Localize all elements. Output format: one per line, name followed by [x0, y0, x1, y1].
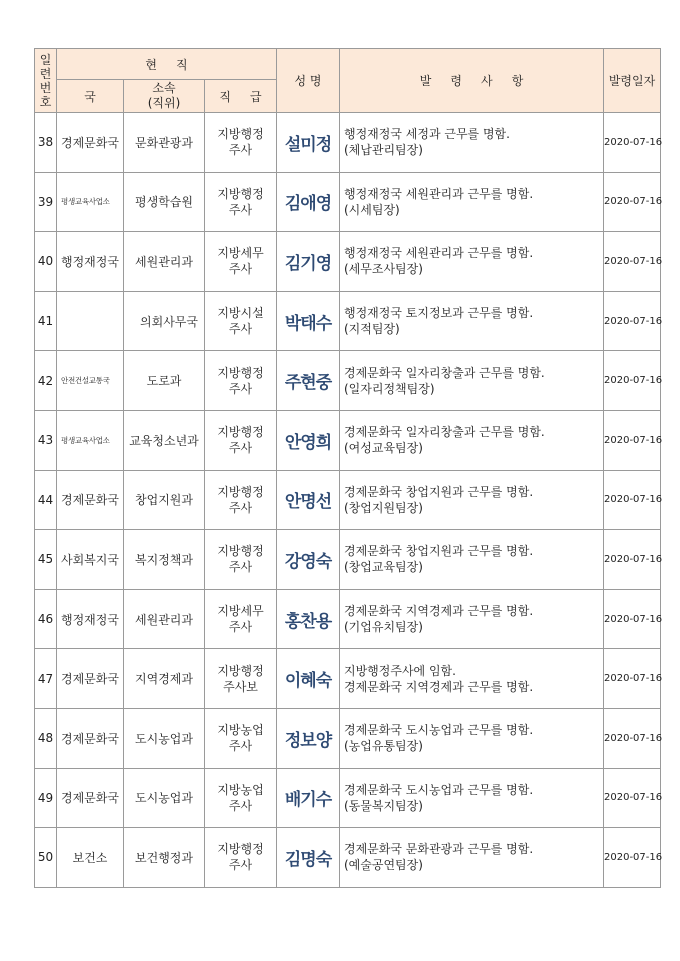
- grade-rank: 주사보: [223, 679, 258, 694]
- grade-series: 지방행정: [217, 365, 264, 380]
- dept-cell: 안전건설교통국: [57, 351, 124, 411]
- order-line-1: 경제문화국 도시농업과 근무를 명함.: [344, 723, 534, 738]
- unit-cell: 세원관리과: [124, 232, 205, 292]
- unit-cell: 창업지원과: [124, 470, 205, 530]
- grade-series: 지방세무: [217, 246, 264, 261]
- order-cell: [340, 351, 604, 411]
- grade-series: 지방시설: [217, 306, 264, 321]
- serial-number-cell: 40: [35, 232, 57, 292]
- order-line-2: (체납관리팀장): [344, 143, 423, 158]
- grade-series: 지방행정: [217, 663, 264, 678]
- grade-cell: [205, 530, 277, 590]
- header-grade: 직 급: [205, 80, 277, 113]
- order-cell: [340, 828, 604, 888]
- order-line-2: (예술공연팀장): [344, 858, 423, 873]
- dept-cell: 경제문화국: [57, 470, 124, 530]
- name-cell: 주현중: [277, 351, 340, 411]
- order-cell: [340, 172, 604, 232]
- header-serial-number: [35, 49, 57, 113]
- serial-number-cell: 38: [35, 113, 57, 173]
- serial-number-cell: 48: [35, 708, 57, 768]
- table-row: [35, 172, 661, 232]
- order-line-1: 경제문화국 일자리창출과 근무를 명함.: [344, 365, 545, 380]
- order-line-1: 행정재정국 토지정보과 근무를 명함.: [344, 306, 534, 321]
- header-current-position: 현 직: [57, 49, 277, 80]
- unit-cell: 의회사무국: [124, 291, 205, 351]
- table-row: [35, 530, 661, 590]
- date-cell: 2020-07-16: [604, 410, 661, 470]
- grade-rank: 주사: [228, 858, 253, 873]
- order-cell: [340, 649, 604, 709]
- dept-cell: 행정재정국: [57, 589, 124, 649]
- grade-cell: [205, 828, 277, 888]
- grade-series: 지방세무: [217, 604, 264, 619]
- name-cell: 강영숙: [277, 530, 340, 590]
- table-row: [35, 291, 661, 351]
- table-row: [35, 232, 661, 292]
- grade-rank: 주사: [228, 739, 253, 754]
- grade-rank: 주사: [228, 500, 253, 515]
- name-cell: 박태수: [277, 291, 340, 351]
- name-cell: 홍찬용: [277, 589, 340, 649]
- grade-series: 지방농업: [217, 782, 264, 797]
- grade-cell: [205, 172, 277, 232]
- table-row: [35, 768, 661, 828]
- grade-series: 지방행정: [217, 425, 264, 440]
- order-line-1: 경제문화국 문화관광과 근무를 명함.: [344, 842, 534, 857]
- grade-rank: 주사: [228, 143, 253, 158]
- header-serial-char-2: 련: [39, 66, 52, 81]
- order-line-1: 경제문화국 일자리창출과 근무를 명함.: [344, 425, 545, 440]
- serial-number-cell: 43: [35, 410, 57, 470]
- header-serial-char-1: 일: [39, 52, 52, 67]
- order-line-1: 경제문화국 도시농업과 근무를 명함.: [344, 782, 534, 797]
- header-date: 발령일자: [604, 49, 661, 113]
- header-serial-char-4: 호: [39, 94, 52, 109]
- grade-cell: [205, 232, 277, 292]
- grade-cell: [205, 649, 277, 709]
- serial-number-cell: 41: [35, 291, 57, 351]
- date-cell: 2020-07-16: [604, 589, 661, 649]
- name-cell: 김기영: [277, 232, 340, 292]
- grade-series: 지방행정: [217, 842, 264, 857]
- grade-cell: [205, 410, 277, 470]
- grade-cell: [205, 768, 277, 828]
- dept-cell: 평생교육사업소: [57, 410, 124, 470]
- serial-number-cell: 47: [35, 649, 57, 709]
- date-cell: 2020-07-16: [604, 291, 661, 351]
- grade-rank: 주사: [228, 441, 253, 456]
- unit-cell: 문화관광과: [124, 113, 205, 173]
- order-line-2: (일자리정책팀장): [344, 381, 435, 396]
- personnel-order-table: [34, 48, 661, 888]
- order-line-1: 지방행정주사에 임함.: [344, 663, 456, 678]
- unit-cell: 복지정책과: [124, 530, 205, 590]
- grade-series: 지방행정: [217, 186, 264, 201]
- order-line-2: (창업교육팀장): [344, 560, 423, 575]
- table-row: [35, 708, 661, 768]
- unit-cell: 평생학습원: [124, 172, 205, 232]
- date-cell: 2020-07-16: [604, 232, 661, 292]
- serial-number-cell: 42: [35, 351, 57, 411]
- grade-cell: [205, 351, 277, 411]
- order-line-2: (기업유치팀장): [344, 620, 423, 635]
- header-order: 발 령 사 항: [340, 49, 604, 113]
- order-cell: [340, 232, 604, 292]
- table-row: [35, 351, 661, 411]
- order-cell: [340, 410, 604, 470]
- dept-cell: 경제문화국: [57, 708, 124, 768]
- table-row: [35, 828, 661, 888]
- name-cell: 정보양: [277, 708, 340, 768]
- grade-cell: [205, 291, 277, 351]
- grade-series: 지방농업: [217, 723, 264, 738]
- dept-cell: 사회복지국: [57, 530, 124, 590]
- unit-cell: 도시농업과: [124, 768, 205, 828]
- table-row: [35, 589, 661, 649]
- dept-cell: 경제문화국: [57, 649, 124, 709]
- order-line-2: (시세팀장): [344, 202, 400, 217]
- grade-series: 지방행정: [217, 544, 264, 559]
- order-line-1: 경제문화국 창업지원과 근무를 명함.: [344, 544, 534, 559]
- table-row: [35, 113, 661, 173]
- unit-cell: 보건행정과: [124, 828, 205, 888]
- order-cell: [340, 708, 604, 768]
- header-dept: 국: [57, 80, 124, 113]
- date-cell: 2020-07-16: [604, 828, 661, 888]
- table-row: [35, 470, 661, 530]
- name-cell: 설미정: [277, 113, 340, 173]
- unit-cell: 도로과: [124, 351, 205, 411]
- order-cell: [340, 113, 604, 173]
- header-unit: 소속 (직위): [124, 80, 205, 113]
- header-serial-char-3: 번: [39, 80, 52, 95]
- date-cell: 2020-07-16: [604, 530, 661, 590]
- order-line-2: (지적팀장): [344, 322, 400, 337]
- grade-rank: 주사: [228, 560, 253, 575]
- order-line-1: 경제문화국 지역경제과 근무를 명함.: [344, 604, 534, 619]
- table-row: [35, 649, 661, 709]
- grade-series: 지방행정: [217, 484, 264, 499]
- unit-cell: 지역경제과: [124, 649, 205, 709]
- dept-cell: 경제문화국: [57, 768, 124, 828]
- order-line-2: (동물복지팀장): [344, 798, 423, 813]
- grade-rank: 주사: [228, 262, 253, 277]
- order-line-2: (창업지원팀장): [344, 500, 423, 515]
- order-line-1: 행정재정국 세정과 근무를 명함.: [344, 127, 510, 142]
- grade-cell: [205, 589, 277, 649]
- grade-rank: 주사: [228, 322, 253, 337]
- grade-rank: 주사: [228, 798, 253, 813]
- unit-cell: 교육청소년과: [124, 410, 205, 470]
- grade-series: 지방행정: [217, 127, 264, 142]
- order-line-2: (세무조사팀장): [344, 262, 423, 277]
- grade-cell: [205, 708, 277, 768]
- serial-number-cell: 50: [35, 828, 57, 888]
- name-cell: 김애영: [277, 172, 340, 232]
- serial-number-cell: 49: [35, 768, 57, 828]
- dept-cell: [57, 291, 124, 351]
- name-cell: 김명숙: [277, 828, 340, 888]
- unit-cell: 도시농업과: [124, 708, 205, 768]
- date-cell: 2020-07-16: [604, 768, 661, 828]
- serial-number-cell: 39: [35, 172, 57, 232]
- date-cell: 2020-07-16: [604, 113, 661, 173]
- name-cell: 안명선: [277, 470, 340, 530]
- table-row: [35, 410, 661, 470]
- serial-number-cell: 46: [35, 589, 57, 649]
- order-cell: [340, 589, 604, 649]
- serial-number-cell: 45: [35, 530, 57, 590]
- order-cell: [340, 291, 604, 351]
- date-cell: 2020-07-16: [604, 351, 661, 411]
- dept-cell: 행정재정국: [57, 232, 124, 292]
- unit-cell: 세원관리과: [124, 589, 205, 649]
- header-name: 성 명: [277, 49, 340, 113]
- dept-cell: 경제문화국: [57, 113, 124, 173]
- name-cell: 이혜숙: [277, 649, 340, 709]
- name-cell: 배기수: [277, 768, 340, 828]
- dept-cell: 보건소: [57, 828, 124, 888]
- date-cell: 2020-07-16: [604, 708, 661, 768]
- grade-rank: 주사: [228, 202, 253, 217]
- grade-cell: [205, 470, 277, 530]
- order-cell: [340, 768, 604, 828]
- order-line-2: (농업유통팀장): [344, 739, 423, 754]
- grade-rank: 주사: [228, 381, 253, 396]
- order-line-2: (여성교육팀장): [344, 441, 423, 456]
- grade-cell: [205, 113, 277, 173]
- order-cell: [340, 530, 604, 590]
- serial-number-cell: 44: [35, 470, 57, 530]
- dept-cell: 평생교육사업소: [57, 172, 124, 232]
- date-cell: 2020-07-16: [604, 470, 661, 530]
- order-line-1: 행정재정국 세원관리과 근무를 명함.: [344, 246, 534, 261]
- order-line-1: 경제문화국 창업지원과 근무를 명함.: [344, 484, 534, 499]
- order-cell: [340, 470, 604, 530]
- date-cell: 2020-07-16: [604, 172, 661, 232]
- order-line-2: 경제문화국 지역경제과 근무를 명함.: [344, 679, 534, 694]
- name-cell: 안영희: [277, 410, 340, 470]
- date-cell: 2020-07-16: [604, 649, 661, 709]
- order-line-1: 행정재정국 세원관리과 근무를 명함.: [344, 186, 534, 201]
- grade-rank: 주사: [228, 620, 253, 635]
